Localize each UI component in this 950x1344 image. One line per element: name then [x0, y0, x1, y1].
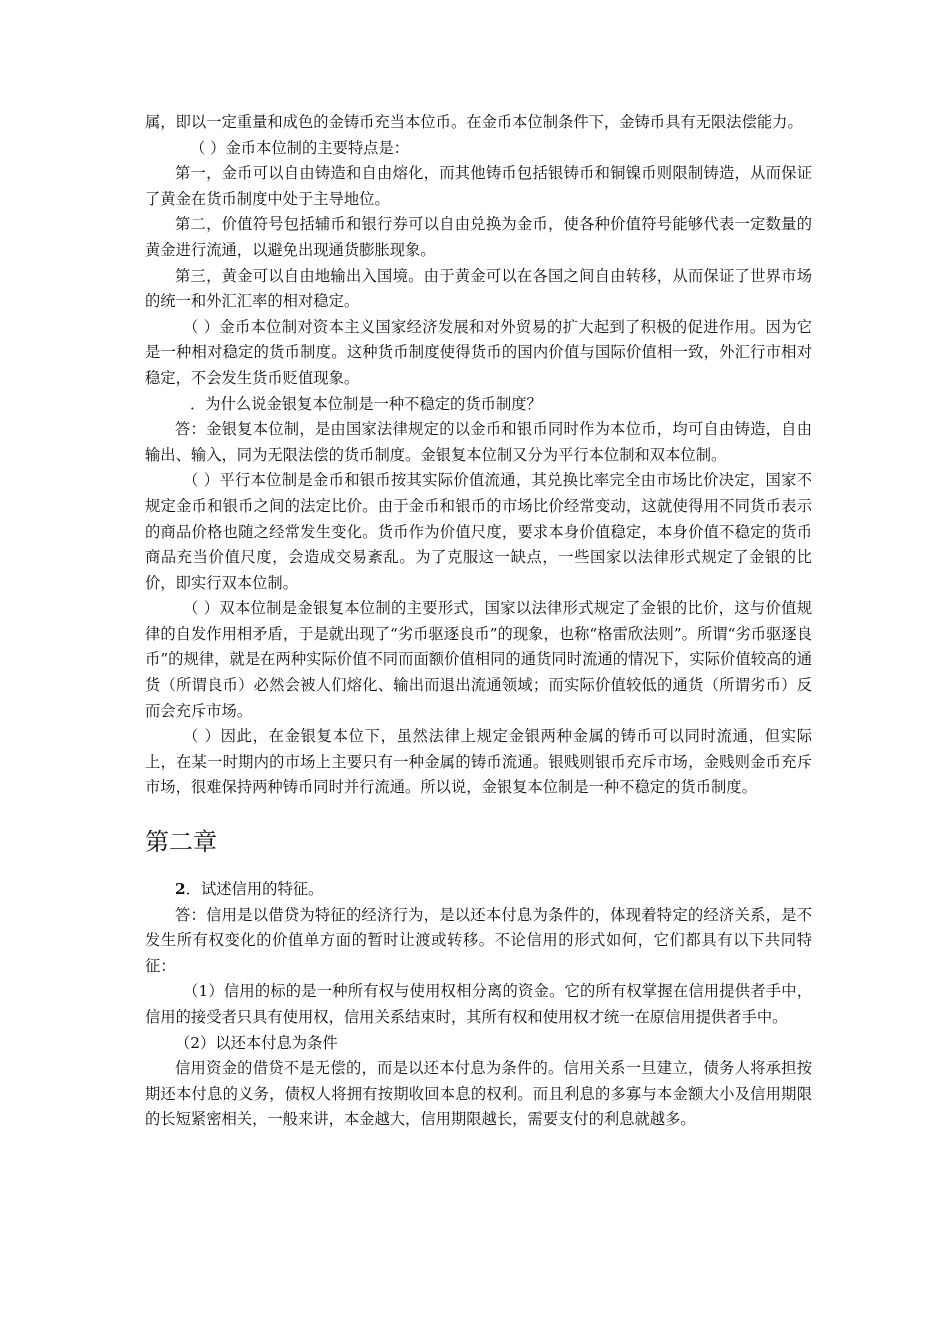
paragraph: 第三，黄金可以自由地输出入国境。由于黄金可以在各国之间自由转移，从而保证了世界市场的统一和外汇汇率的相对稳定。: [145, 266, 812, 311]
answer-paragraph: 答：金银复本位制，是由国家法律规定的以金币和银币同时作为本位币，均可自由铸造，自由输出、输入，同为无限法偿的货币制度。金银复本位制又分为平行本位制和双本位制。: [145, 420, 812, 464]
paragraph: （ ）因此，在金银复本位下，虽然法律上规定金银两种金属的铸币可以同时流通，但实际上，在某一时期内的市场上主要只有一种金属的铸币流通。银贱则银币充斥市场，金贱则金币充斥市场，很难保持两种铸币同时并行流通。所以说，金银复本位制是一种不稳定的货币制度。: [145, 727, 812, 797]
question-text: ．试述信用的特征。: [185, 880, 324, 899]
question: ．为什么说金银复本位制是一种不稳定的货币制度？: [190, 394, 542, 413]
paragraph: 属，即以一定重量和成色的金铸币充当本位币。在金币本位制条件下，金铸币具有无限法偿能力。: [145, 113, 803, 131]
chapter-heading: 第二章: [145, 828, 217, 857]
paragraph: （ ）双本位制是金银复本位制的主要形式，国家以法律形式规定了金银的比价，这与价值规律的自发作用相矛盾，于是就出现了“劣币驱逐良币”的现象，也称“格雷欣法则”。所谓“劣币驱逐良币”的规律，就是在两种实际价值不同而面额价值相同的通货同时流通的情况下，实际价值较高的通货（所谓良币）必然会被人们熔化、输出而退出流通领域；而实际价值较低的通货（所谓劣币）反而会充斥市场。: [145, 599, 812, 720]
question: [145, 877, 812, 903]
paragraph: （ ）平行本位制是金币和银币按其实际价值流通，其兑换比率完全由市场比价决定，国家不规定金币和银币之间的法定比价。由于金币和银币的市场比价经常变动，这就使得用不同货币表示的商品价格也随之经常发生变化。货币作为价值尺度，要求本身价值稳定，本身价值不稳定的货币商品充当价值尺度，会造成交易紊乱。为了克服这一缺点，一些国家以法律形式规定了金银的比价，即实行双本位制。: [145, 471, 812, 592]
paragraph: （1）信用的标的是一种所有权与使用权相分离的资金。它的所有权掌握在信用提供者手中，信用的接受者只具有使用权，信用关系结束时，其所有权和使用权才统一在原信用提供者手中。: [145, 982, 812, 1026]
paragraph: 第一，金币可以自由铸造和自由熔化，而其他铸币包括银铸币和铜镍币则限制铸造，从而保证了黄金在货币制度中处于主导地位。: [145, 164, 812, 208]
paragraph: （2）以还本付息为条件: [175, 1033, 338, 1052]
paragraph: 信用资金的借贷不是无偿的，而是以还本付息为条件的。信用关系一旦建立，债务人将承担按期还本付息的义务，债权人将拥有按期收回本息的权利。而且利息的多寡与本金额大小及信用期限的长短紧密相关，一般来讲，本金越大，信用期限越长，需要支付的利息就越多。: [145, 1059, 812, 1129]
document-page: [145, 110, 812, 1133]
paragraph: （ ）金币本位制的主要特点是：: [190, 138, 410, 157]
question-number: 2: [175, 880, 186, 899]
paragraph: （ ）金币本位制对资本主义国家经济发展和对外贸易的扩大起到了积极的促进作用。因为它是一种相对稳定的货币制度。这种货币制度使得货币的国内价值与国际价值相一致，外汇行市相对稳定，不会发生货币贬值现象。: [145, 317, 812, 387]
answer-paragraph: 答：信用是以借贷为特征的经济行为，是以还本付息为条件的，体现着特定的经济关系，是不发生所有权变化的价值单方面的暂时让渡或转移。不论信用的形式如何，它们都具有以下共同特征：: [145, 905, 812, 975]
paragraph: 第二，价值符号包括辅币和银行券可以自由兑换为金币，使各种价值符号能够代表一定数量的黄金进行流通，以避免出现通货膨胀现象。: [145, 215, 812, 259]
